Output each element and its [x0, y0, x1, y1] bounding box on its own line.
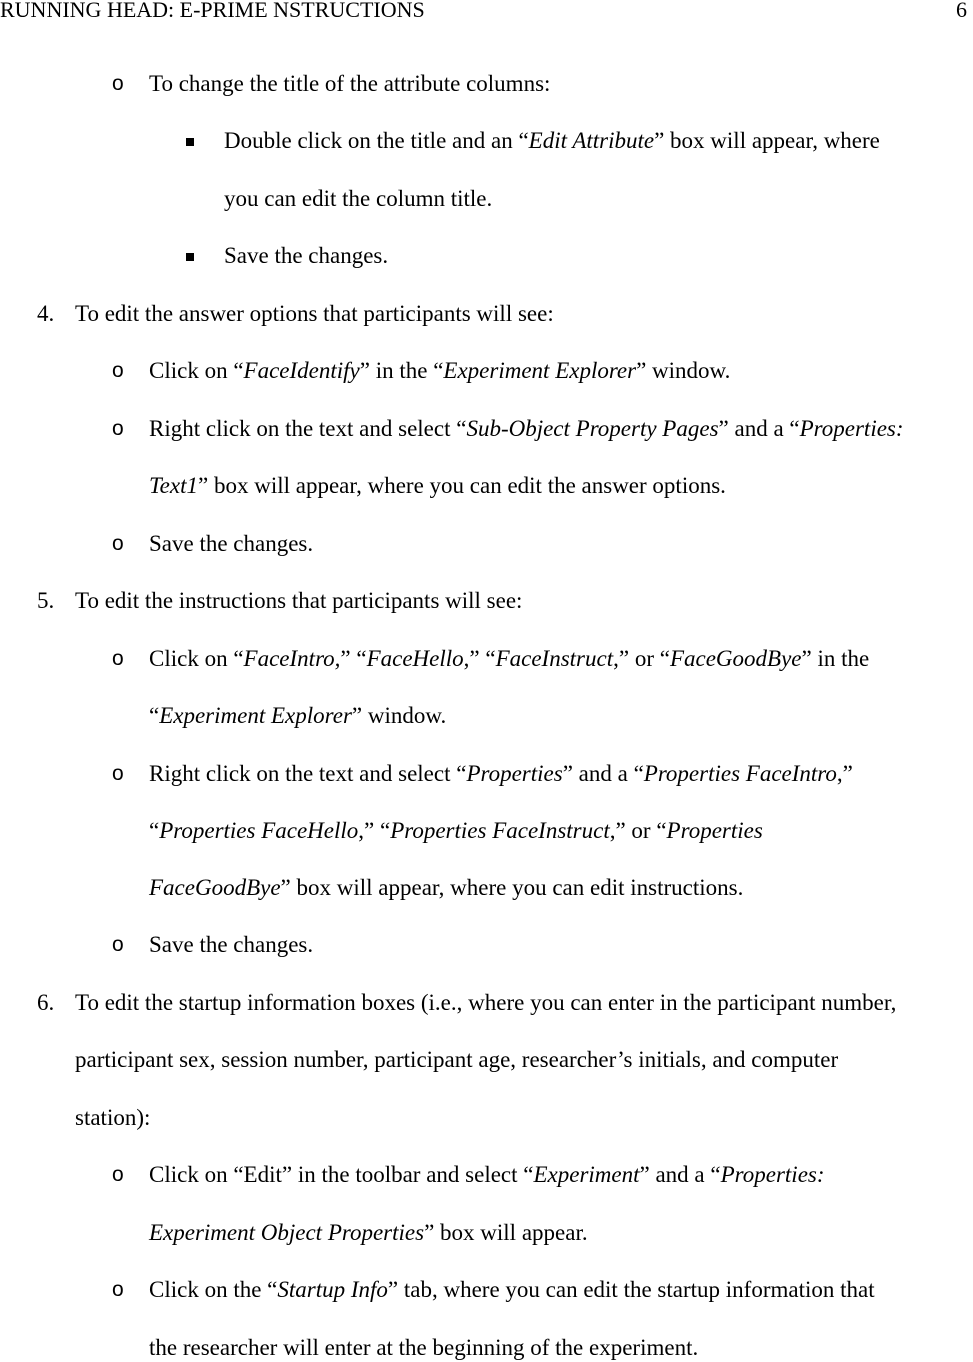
list-item: Click on “Edit” in the toolbar and select “Experiment” and a “Properties:: [149, 1162, 825, 1187]
page-number: 6: [956, 0, 967, 22]
list-item: To edit the instructions that participants will see:: [75, 588, 523, 613]
bullet-icon: o: [112, 417, 124, 440]
list-item-continuation: you can edit the column title.: [224, 186, 493, 211]
bullet-icon: o: [112, 762, 124, 785]
list-item: Save the changes.: [149, 932, 314, 957]
square-bullet-icon: [186, 253, 194, 261]
list-item: To edit the startup information boxes (i.e., where you can enter in the participant number,: [75, 990, 897, 1015]
list-item: Right click on the text and select “Sub-Object Property Pages” and a “Properties:: [149, 416, 904, 441]
list-item-continuation: “Experiment Explorer” window.: [149, 703, 447, 728]
square-bullet-icon: [186, 138, 194, 146]
bullet-icon: o: [112, 1163, 124, 1186]
list-item: To change the title of the attribute columns:: [149, 71, 551, 96]
list-number: 6.: [37, 990, 55, 1015]
list-item-continuation: Text1” box will appear, where you can edit the answer options.: [149, 473, 726, 498]
list-item: Click on “FaceIdentify” in the “Experiment Explorer” window.: [149, 358, 731, 383]
bullet-icon: o: [112, 532, 124, 555]
list-item: Click on the “Startup Info” tab, where you can edit the startup information that: [149, 1277, 875, 1302]
list-item-continuation: station):: [75, 1105, 151, 1130]
bullet-icon: o: [112, 1278, 124, 1301]
bullet-icon: o: [112, 359, 124, 382]
list-item-continuation: “Properties FaceHello,” “Properties FaceInstruct,” or “Properties: [149, 818, 763, 843]
list-item-continuation: participant sex, session number, participant age, researcher’s initials, and computer: [75, 1047, 839, 1072]
list-item: Right click on the text and select “Properties” and a “Properties FaceIntro,”: [149, 761, 853, 786]
list-item-continuation: FaceGoodBye” box will appear, where you can edit instructions.: [149, 875, 744, 900]
list-item-continuation: Experiment Object Properties” box will appear.: [149, 1220, 588, 1245]
list-item: To edit the answer options that participants will see:: [75, 301, 554, 326]
list-number: 5.: [37, 588, 55, 613]
list-item-continuation: the researcher will enter at the beginning of the experiment.: [149, 1335, 699, 1360]
list-number: 4.: [37, 301, 55, 326]
running-head: RUNNING HEAD: E-PRIME NSTRUCTIONS: [0, 0, 425, 22]
bullet-icon: o: [112, 647, 124, 670]
list-item: Save the changes.: [224, 243, 389, 268]
list-item: Save the changes.: [149, 531, 314, 556]
bullet-icon: o: [112, 72, 124, 95]
list-item: Click on “FaceIntro,” “FaceHello,” “FaceInstruct,” or “FaceGoodBye” in the: [149, 646, 870, 671]
bullet-icon: o: [112, 933, 124, 956]
list-item: Double click on the title and an “Edit Attribute” box will appear, where: [224, 128, 880, 153]
